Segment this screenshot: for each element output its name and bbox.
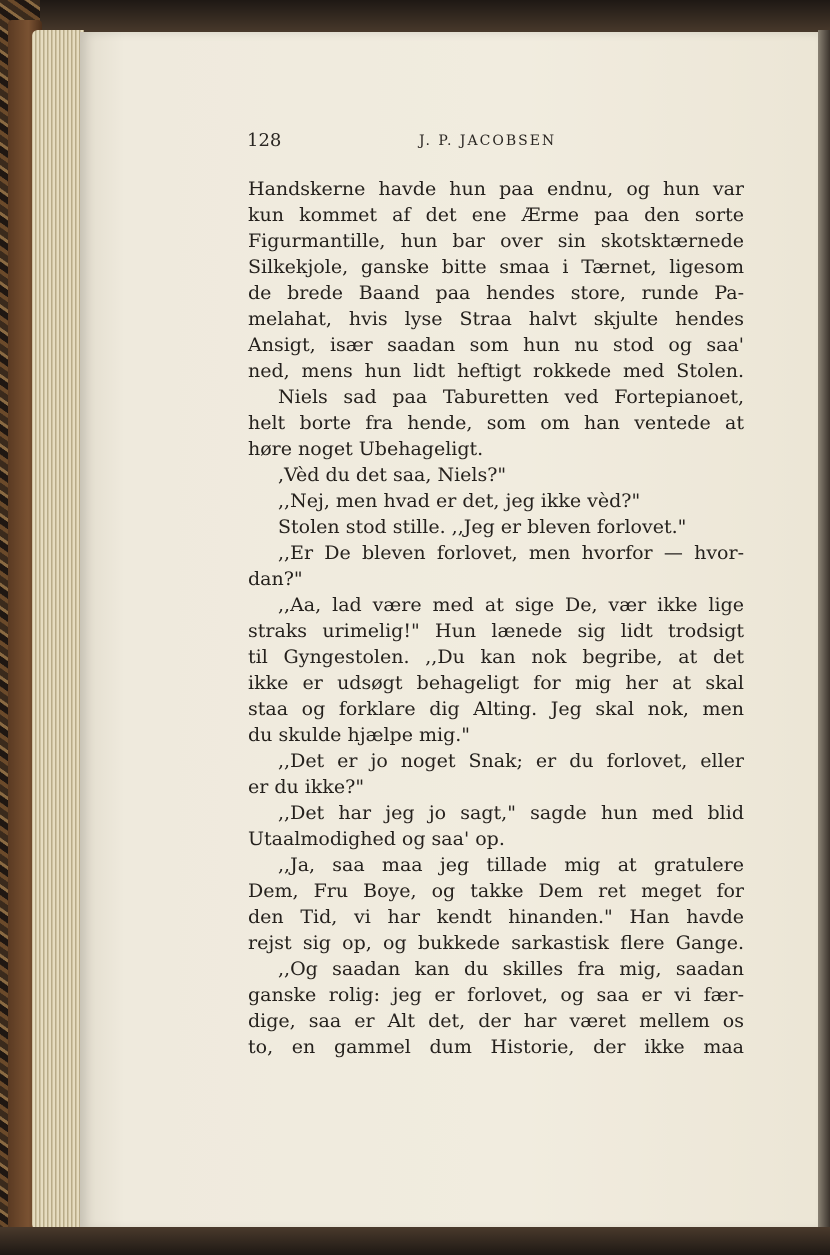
text-line: Dem, Fru Boye, og takke Dem ret meget for (248, 880, 744, 902)
text-line: Ansigt, især saadan som hun nu stod og saa' (248, 334, 744, 356)
text-line: staa og forklare dig Alting. Jeg skal nok, men (248, 698, 744, 720)
text-line: straks urimelig!" Hun lænede sig lidt trodsigt (248, 620, 744, 642)
text-line: ,Vèd du det saa, Niels?" (278, 464, 507, 486)
text-line: Utaalmodighed og saa' op. (248, 828, 505, 850)
text-line: ,,Aa, lad være med at sige De, vær ikke lige (278, 594, 744, 616)
text-line: ,,Ja, saa maa jeg tillade mig at gratulere (278, 854, 744, 876)
text-line: Figurmantille, hun bar over sin skotsktærnede (248, 230, 744, 252)
running-title: J. P. JACOBSEN (419, 133, 557, 149)
text-line: Handskerne havde hun paa endnu, og hun var (248, 178, 744, 200)
text-line: ,,Nej, men hvad er det, jeg ikke vèd?" (278, 490, 641, 512)
text-line: dige, saa er Alt det, der har været mellem os (248, 1010, 744, 1032)
book-right-edge (818, 30, 830, 1230)
text-line: er du ikke?" (248, 776, 365, 798)
running-head (247, 130, 747, 154)
book-cover-bottom-edge (0, 1227, 830, 1255)
text-line: den Tid, vi har kendt hinanden." Han havde (248, 906, 744, 928)
text-line: Silkekjole, ganske bitte smaa i Tærnet, ligesom (248, 256, 744, 278)
text-line: helt borte fra hende, som om han ventede at (248, 412, 744, 434)
body-text (248, 176, 744, 1060)
text-line: melahat, hvis lyse Straa halvt skjulte hendes (248, 308, 744, 330)
text-line: ,,Er De bleven forlovet, men hvorfor — hvor- (278, 542, 744, 564)
text-line: ,,Det er jo noget Snak; er du forlovet, eller (278, 750, 744, 772)
text-line: to, en gammel dum Historie, der ikke maa (248, 1036, 744, 1058)
text-line: Niels sad paa Taburetten ved Fortepianoet, (278, 386, 744, 408)
text-line: høre noget Ubehageligt. (248, 438, 484, 460)
page-number: 128 (247, 130, 282, 151)
page-edges (32, 30, 84, 1230)
text-line: kun kommet af det ene Ærme paa den sorte (248, 204, 744, 226)
text-line: de brede Baand paa hendes store, runde Pa- (248, 282, 744, 304)
text-line: dan?" (248, 568, 303, 590)
text-line: du skulde hjælpe mig." (248, 724, 471, 746)
text-line: ,,Og saadan kan du skilles fra mig, saadan (278, 958, 744, 980)
text-line: ned, mens hun lidt heftigt rokkede med Stolen. (248, 360, 744, 382)
text-line: ,,Det har jeg jo sagt," sagde hun med blid (278, 802, 744, 824)
text-line: Stolen stod stille. ,,Jeg er bleven forlovet." (278, 516, 687, 538)
book-cover-top-edge (0, 0, 830, 34)
text-line: til Gyngestolen. ,,Du kan nok begribe, at det (248, 646, 744, 668)
text-line: ikke er udsøgt behageligt for mig her at skal (248, 672, 744, 694)
text-line: ganske rolig: jeg er forlovet, og saa er vi fær- (248, 984, 744, 1006)
text-line: rejst sig op, og bukkede sarkastisk flere Gange. (248, 932, 744, 954)
